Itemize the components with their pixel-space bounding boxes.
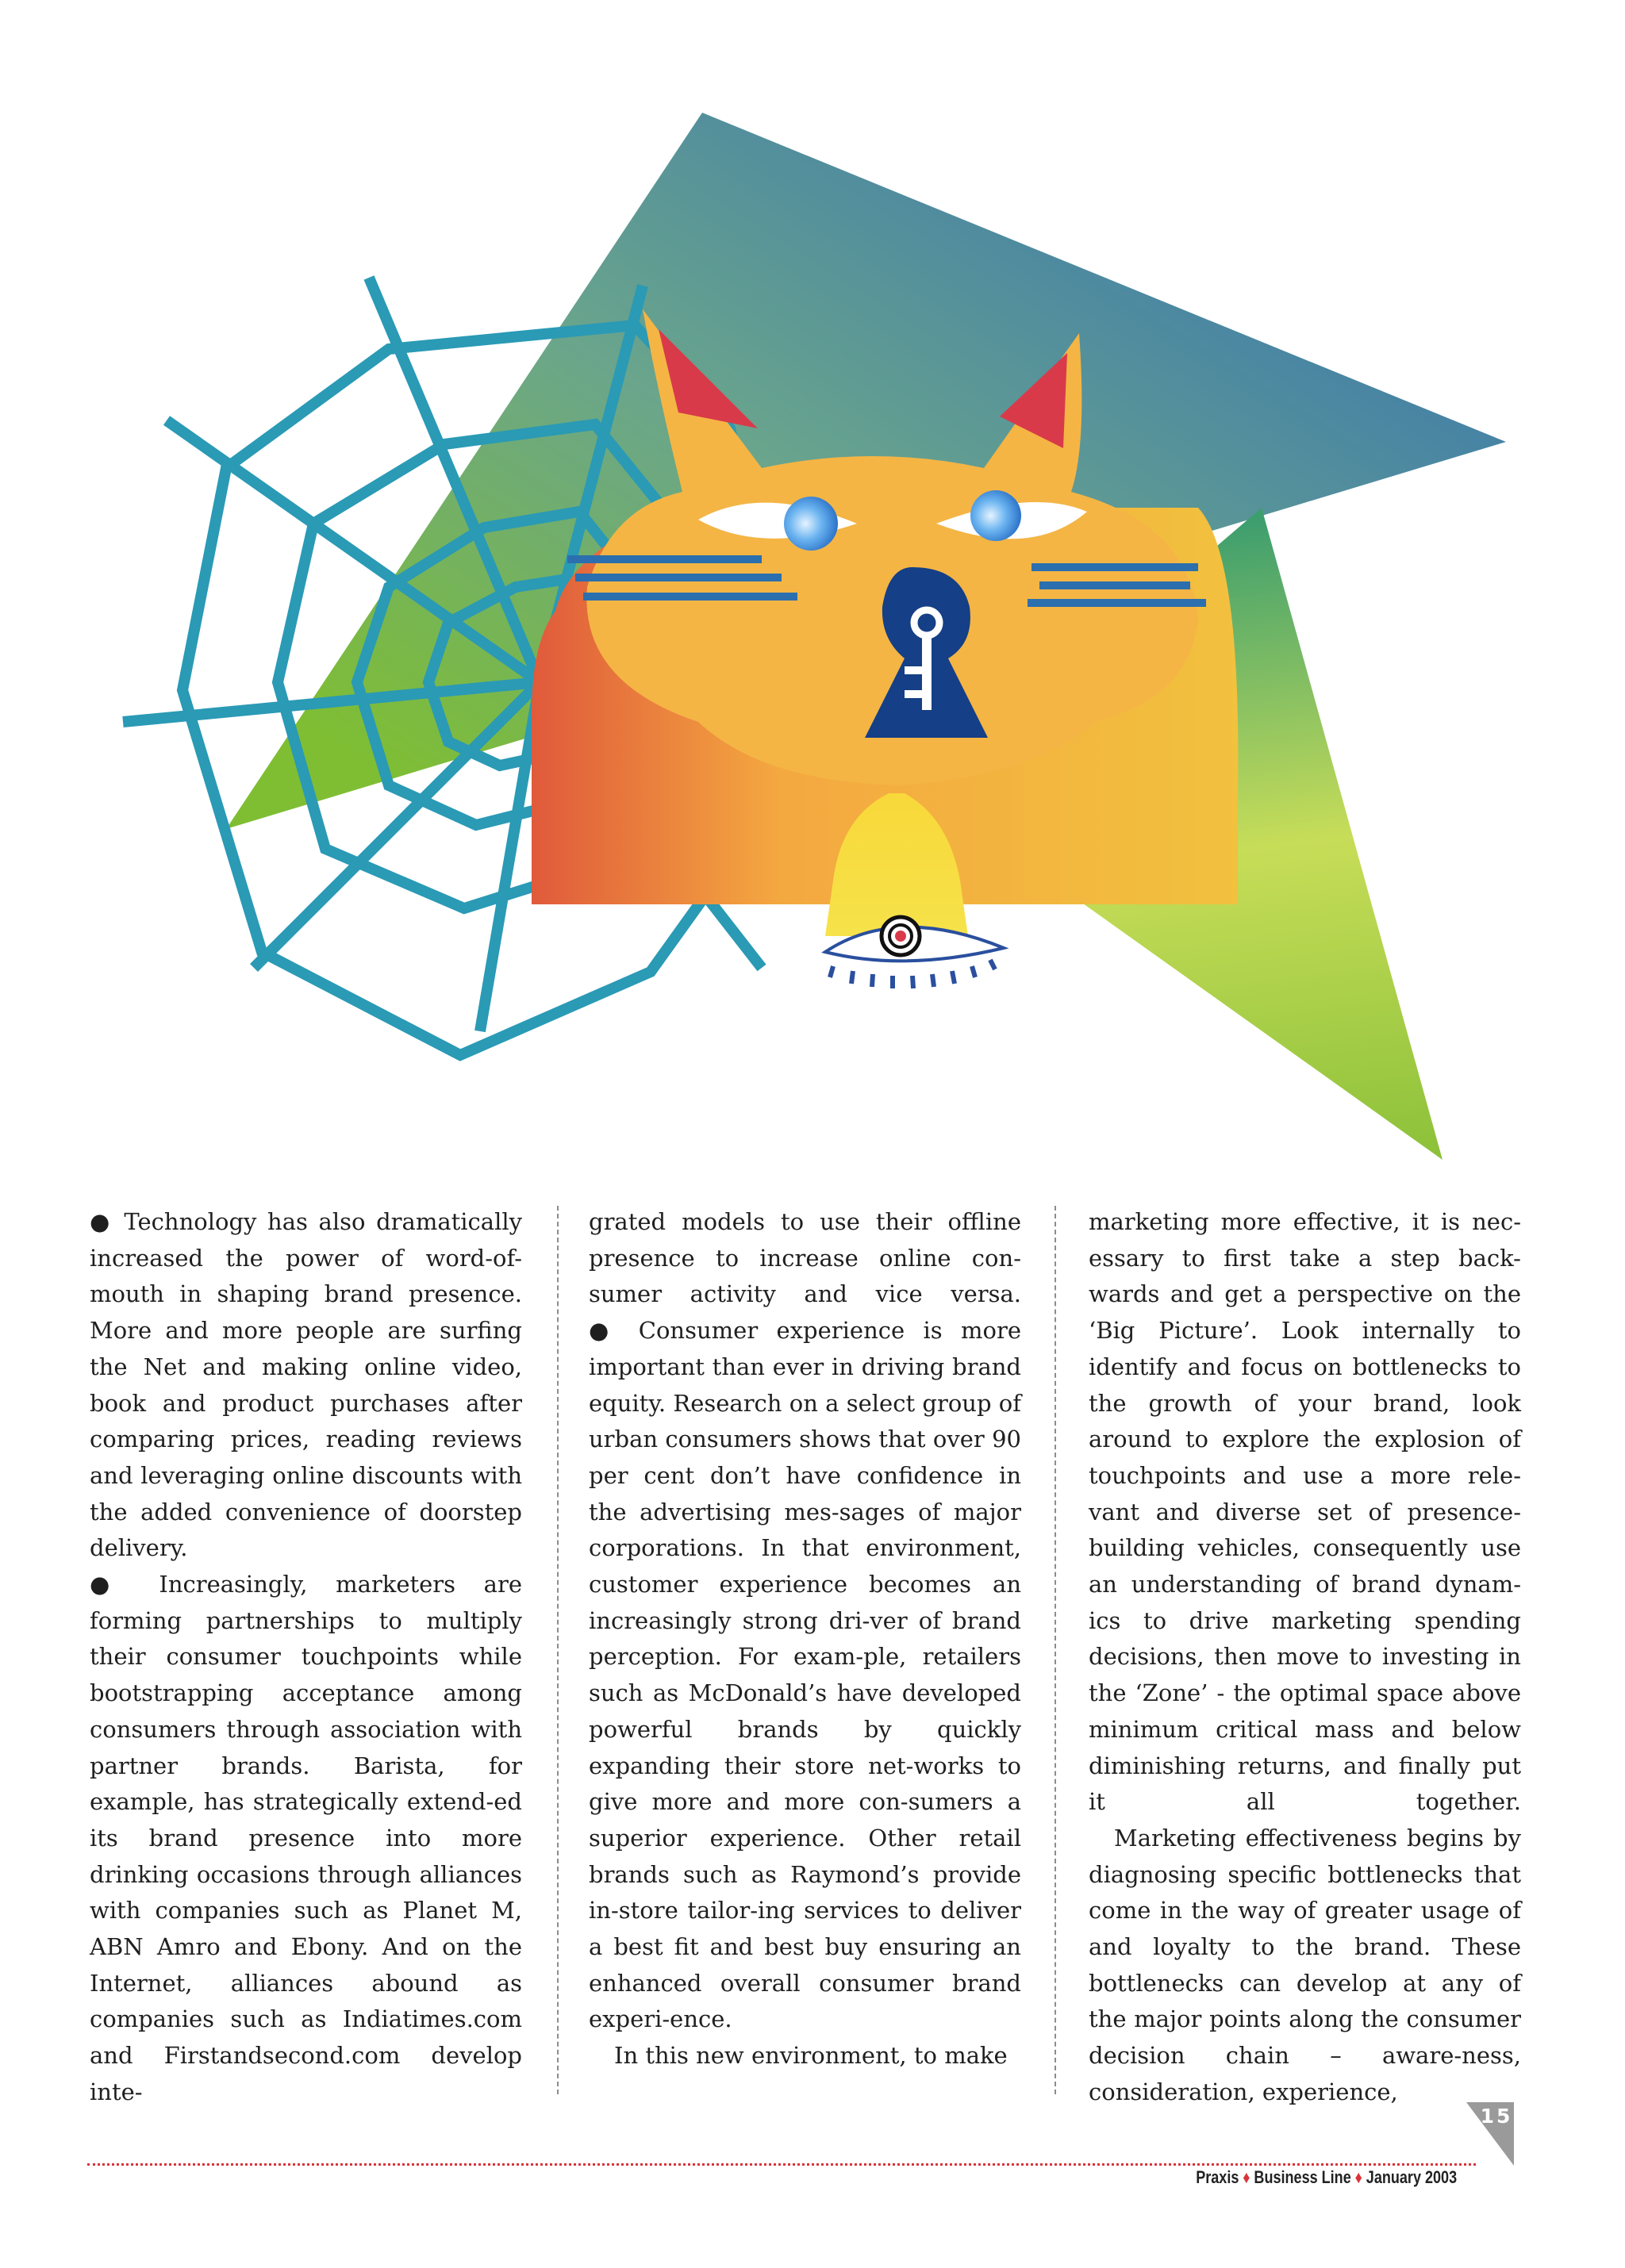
text-column-3 [1089,1204,1521,2111]
bullet-icon: ● [90,1208,113,1235]
paragraph: Marketing effectiveness begins by diagnosing specific bottlenecks that come in the way of greater usage of and loyalty to the brand. These bottlenecks can develop at any of the major points along the consumer decision chain – aware-ness, consideration, experience, [1089,1824,1521,2105]
column-divider [557,1206,559,2094]
paragraph: ● Technology has also dramatically increased the power of word-of-mouth in shaping brand presence. More and more people are surfing the Net and making online video, book and product purchases after comparing prices, reading reviews and leveraging online discounts with the added convenience of doorstep delivery. [90,1208,522,1562]
text-column-1 [90,1204,522,2111]
footer-rule [87,2163,1476,2166]
issue-date: January 2003 [1366,2167,1457,2187]
paragraph: In this new environment, to make [614,2042,1008,2070]
bullet-icon: ● [90,1571,131,1598]
paragraph: grated models to use their offline presence to increase online con-sumer activity and vice versa. [589,1208,1021,1308]
diamond-icon: ♦ [1243,2167,1250,2187]
diamond-icon: ♦ [1354,2167,1362,2187]
paragraph: marketing more effective, it is nec-essary to first take a step back-wards and get a perspective on the ‘Big Picture’. Look internally to identify and focus on bottlenecks to the growth of your brand, look around to explore the explosion of touchpoints and use a more rele-vant and diverse set of presence-building vehicles, consequently use an understanding of brand dynam-ics to drive marketing spending decisions, then move to investing in the ‘Zone’ - the optimal space above minimum critical mass and below diminishing returns, and finally put it all together. [1089,1208,1521,1816]
paragraph: ● Increasingly, marketers are forming partnerships to multiply their consumer touchpoints while bootstrapping acceptance among consumers through association with partner brands. Barista, for example, has strategically extend-ed its brand presence into more drinking occasions through alliances with companies such as Planet M, ABN Amro and Ebony. And on the Internet, alliances abound as companies such as Indiatimes.com and Firstandsecond.com develop inte- [90,1571,522,2105]
page-number: 15 [1480,2105,1513,2128]
text-column-2 [589,1204,1021,2074]
bullet-icon: ● [589,1317,620,1345]
running-footer [1196,2167,1457,2188]
paragraph: ● Consumer experience is more important than ever in driving brand equity. Research on a select group of urban consumers shows that over 90 per cent don’t have confidence in the advertising mes-sages of major corporations. In that environment, customer experience becomes an increasingly strong dri-ver of brand perception. For exam-ple, retailers such as McDonald’s have developed powerful brands by quickly expanding their store net-works to give more and more con-sumers a superior experience. Other retail brands such as Raymond’s provide in-store tailor-ing services to deliver a best fit and best buy ensuring an enhanced overall consumer brand experi-ence. [589,1317,1021,2033]
column-divider [1055,1206,1056,2094]
publication-name: Praxis [1196,2167,1239,2187]
source-name: Business Line [1254,2167,1351,2187]
